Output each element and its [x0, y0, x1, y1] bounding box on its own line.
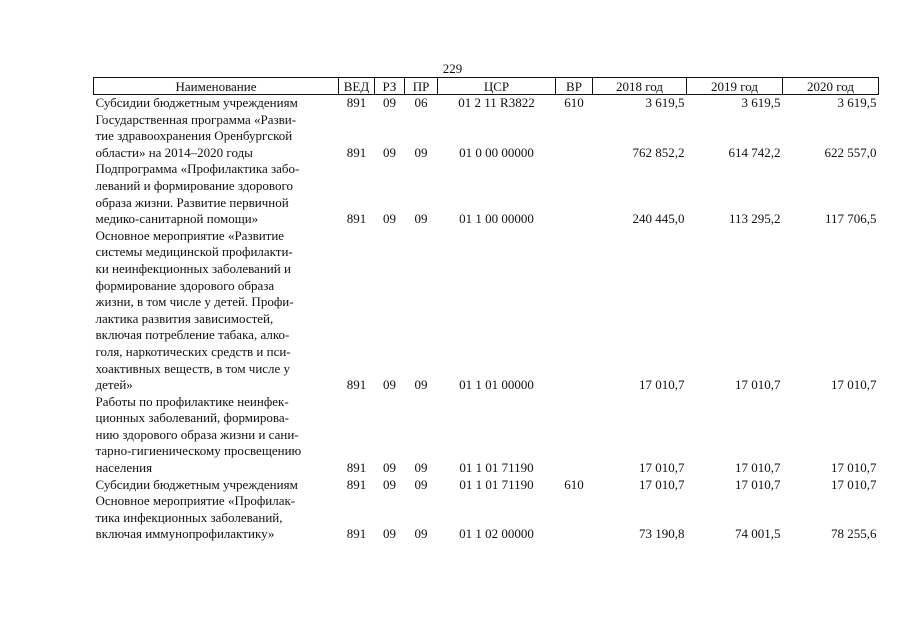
name-line: тика инфекционных заболеваний, [95, 509, 283, 525]
cell-2019: 113 295,2 [728, 211, 781, 227]
name-line: Государственная программа «Разви- [95, 111, 297, 127]
cell-csr: 01 1 00 00000 [459, 211, 534, 227]
name-line: Субсидии бюджетным учреждениям [95, 476, 298, 492]
cell-pr: 09 [414, 377, 428, 393]
cell-2019: 17 010,7 [735, 476, 781, 492]
cell-csr: 01 1 02 00000 [459, 526, 534, 542]
cell-2019: 74 001,5 [735, 526, 781, 542]
cell-ved: 891 [346, 211, 367, 227]
cell-ved: 891 [346, 460, 367, 476]
table-row [94, 228, 879, 394]
table-row [94, 112, 879, 162]
name-line: Подпрограмма «Профилактика забо- [95, 161, 300, 177]
cell-2018: 73 190,8 [639, 526, 685, 542]
name-line: образа жизни. Развитие первичной [95, 194, 289, 210]
name-line: Основное мероприятие «Развитие [95, 227, 285, 243]
cell-name [94, 477, 339, 494]
name-line: медико-санитарной помощи» [95, 211, 259, 227]
table-row [94, 477, 879, 494]
cell-2019: 17 010,7 [735, 460, 781, 476]
name-line: тарно-гигиеническому просвещению [95, 443, 302, 459]
table-row [94, 394, 879, 477]
cell-ved: 891 [346, 476, 367, 492]
name-line: системы медицинской профилакти- [95, 244, 293, 260]
cell-rz: 09 [383, 526, 396, 542]
cell-ved: 891 [346, 526, 367, 542]
cell-2019: 614 742,2 [728, 144, 781, 160]
cell-rz: 09 [383, 211, 396, 227]
cell-name [94, 112, 339, 162]
name-line: включая иммунопрофилактику» [95, 526, 275, 542]
cell-name [94, 95, 339, 112]
cell-2020: 17 010,7 [831, 377, 877, 393]
cell-vr [556, 161, 593, 227]
cell-2018: 17 010,7 [639, 476, 685, 492]
cell-pr: 09 [414, 476, 428, 492]
cell-name [94, 228, 339, 394]
cell-pr: 09 [414, 526, 428, 542]
cell-name [94, 161, 339, 227]
cell-vr: 610 [564, 95, 584, 110]
cell-vr [556, 394, 593, 477]
cell-vr: 610 [564, 476, 584, 492]
name-line: жизни, в том числе у детей. Профи- [95, 294, 294, 310]
header-2019: 2019 год [687, 78, 783, 95]
cell-2019: 17 010,7 [735, 377, 781, 393]
cell-rz: 09 [383, 144, 396, 160]
table-row [94, 493, 879, 543]
cell-2018: 17 010,7 [639, 460, 685, 476]
table-header-row [94, 78, 879, 95]
cell-ved: 891 [346, 95, 367, 110]
table-body [94, 95, 879, 544]
cell-pr: 06 [414, 95, 428, 110]
cell-vr [556, 112, 593, 162]
cell-rz: 09 [383, 377, 396, 393]
cell-2019: 3 619,5 [741, 95, 781, 110]
cell-pr: 09 [414, 144, 428, 160]
name-line: голя, наркотических средств и пси- [95, 343, 291, 359]
name-line: Основное мероприятие «Профилак- [95, 493, 296, 509]
name-line: лактика развития зависимостей, [95, 310, 274, 326]
name-line: хоактивных веществ, в том числе у [95, 360, 291, 376]
cell-2018: 3 619,5 [645, 95, 685, 110]
page-number: 229 [442, 61, 463, 76]
cell-2018: 17 010,7 [639, 377, 685, 393]
header-ved: ВЕД [339, 78, 375, 95]
cell-csr: 01 1 01 00000 [459, 377, 534, 393]
cell-csr: 01 0 00 00000 [459, 144, 534, 160]
name-line: ционных заболеваний, формирова- [95, 410, 290, 426]
name-line: детей» [95, 377, 133, 393]
cell-csr: 01 1 01 71190 [459, 476, 534, 492]
cell-2020: 3 619,5 [837, 95, 877, 110]
header-2020: 2020 год [783, 78, 879, 95]
cell-pr: 09 [414, 211, 428, 227]
cell-2018: 762 852,2 [632, 144, 685, 160]
cell-vr [556, 493, 593, 543]
cell-2020: 622 557,0 [824, 144, 877, 160]
cell-ved: 891 [346, 377, 367, 393]
cell-2020: 78 255,6 [831, 526, 877, 542]
cell-csr: 01 1 01 71190 [459, 460, 534, 476]
name-line: ки неинфекционных заболеваний и [95, 260, 291, 276]
name-line: Работы по профилактике неинфек- [95, 393, 289, 409]
budget-table [93, 77, 879, 543]
name-line: населения [95, 460, 153, 476]
header-pr: ПР [405, 78, 438, 95]
cell-rz: 09 [383, 95, 396, 110]
header-csr: ЦСР [438, 78, 556, 95]
cell-name [94, 493, 339, 543]
name-line: включая потребление табака, алко- [95, 327, 290, 343]
header-vr: ВР [556, 78, 593, 95]
cell-vr [556, 228, 593, 394]
name-line: Субсидии бюджетным учреждениям [95, 95, 298, 110]
name-line: леваний и формирование здорового [95, 177, 293, 193]
table-row [94, 95, 879, 112]
table-row [94, 161, 879, 227]
cell-2020: 17 010,7 [831, 460, 877, 476]
cell-name [94, 394, 339, 477]
cell-2020: 17 010,7 [831, 476, 877, 492]
cell-rz: 09 [383, 476, 396, 492]
cell-2018: 240 445,0 [632, 211, 685, 227]
name-line: нию здорового образа жизни и сани- [95, 426, 299, 442]
cell-2020: 117 706,5 [824, 211, 877, 227]
cell-csr: 01 2 11 R3822 [458, 95, 535, 110]
header-rz: РЗ [375, 78, 405, 95]
name-line: области» на 2014–2020 годы [95, 144, 253, 160]
header-2018: 2018 год [593, 78, 687, 95]
name-line: формирование здорового образа [95, 277, 275, 293]
cell-rz: 09 [383, 460, 396, 476]
cell-ved: 891 [346, 144, 367, 160]
header-name: Наименование [94, 78, 339, 95]
name-line: тие здравоохранения Оренбургской [95, 128, 293, 144]
cell-pr: 09 [414, 460, 428, 476]
